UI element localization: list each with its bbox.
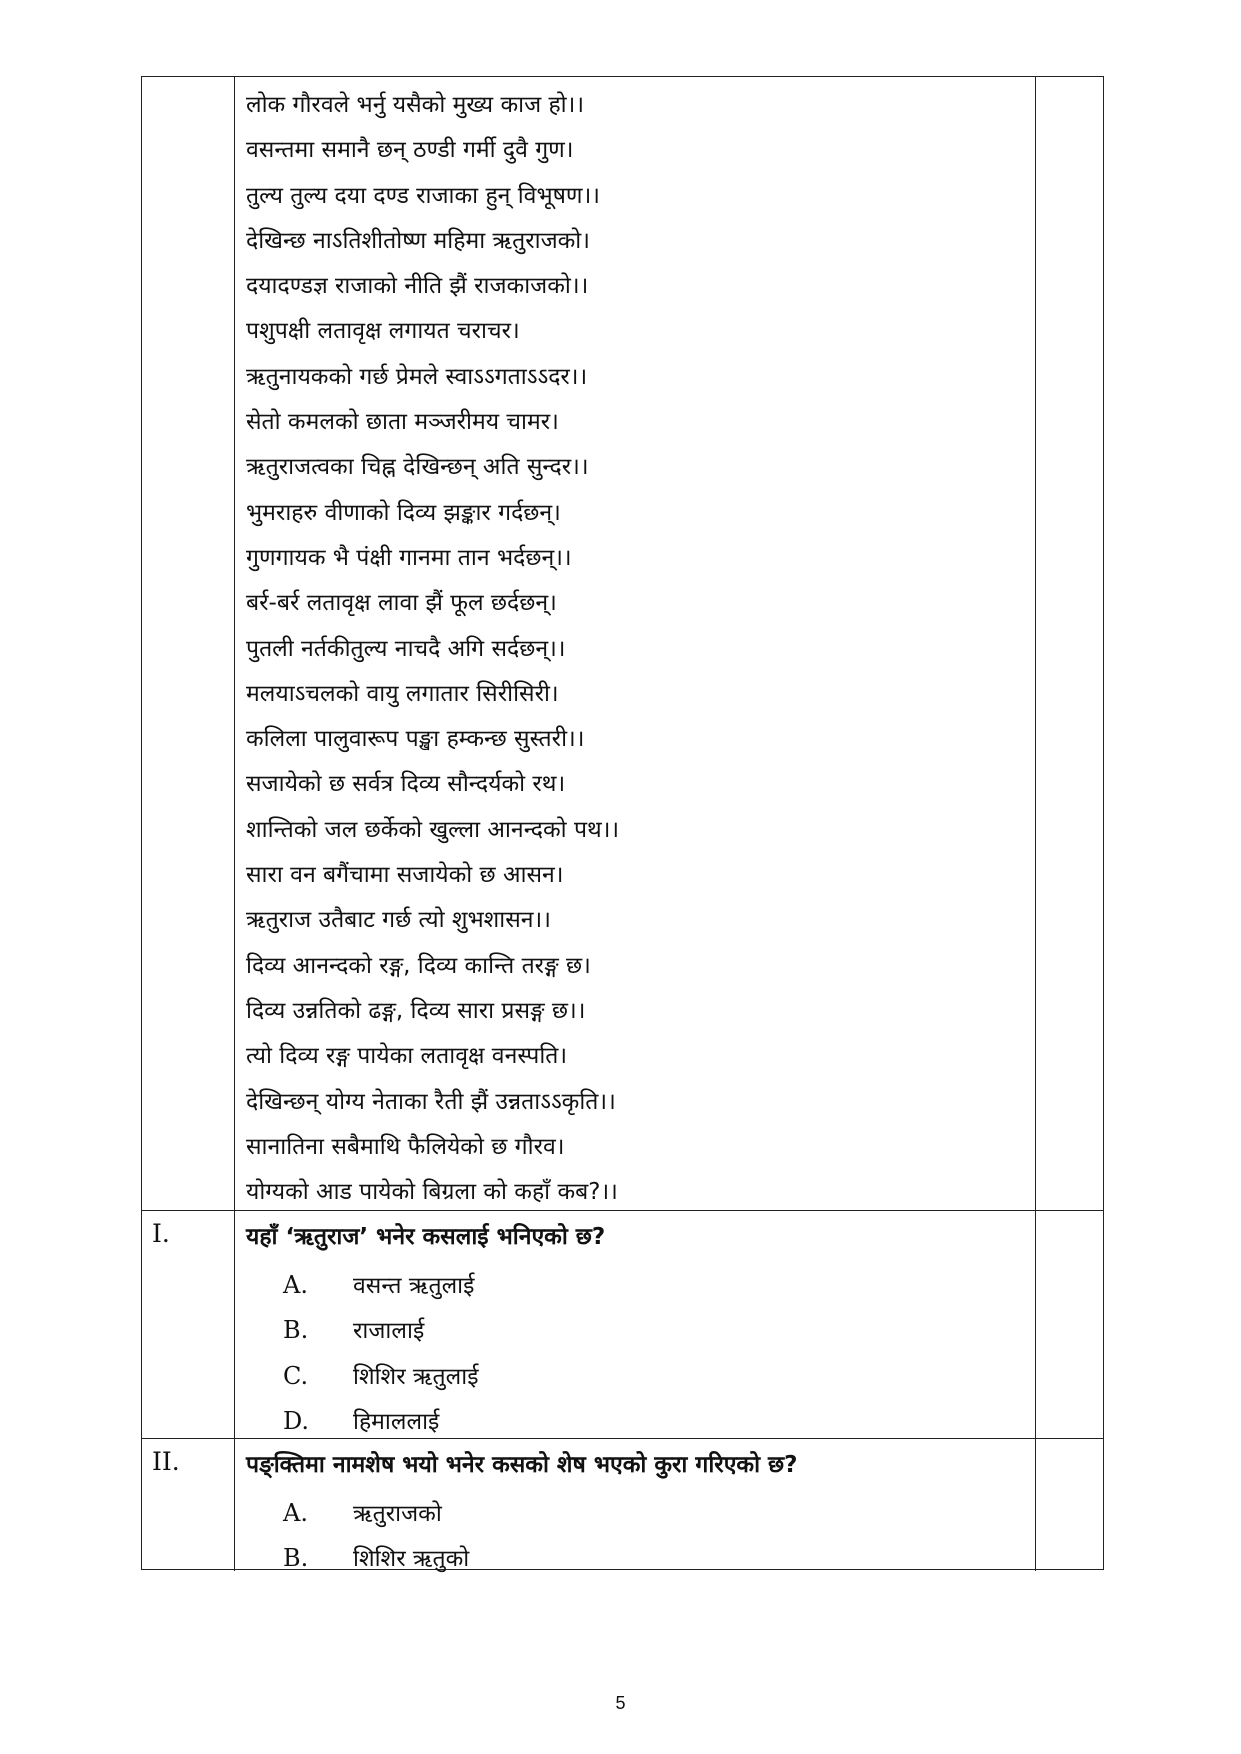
poem-line: दयादण्डज्ञ राजाको नीति झैं राजकाजको।। xyxy=(246,273,589,300)
poem-line: दिव्य आनन्दको रङ्ग, दिव्य कान्ति तरङ्ग छ। xyxy=(246,952,591,979)
column-divider xyxy=(1035,1439,1036,1571)
option-item[interactable] xyxy=(283,1263,479,1308)
poem-line: सानातिना सबैमाथि फैलियेको छ गौरव। xyxy=(246,1133,565,1160)
option-item[interactable] xyxy=(283,1536,469,1581)
poem-line: शान्तिको जल छर्केको खुल्ला आनन्दको पथ।। xyxy=(246,816,620,843)
option-text: राजालाई xyxy=(353,1318,425,1345)
poem-line: ऋतुराज उतैबाट गर्छ त्यो शुभशासन।। xyxy=(246,907,551,934)
option-letter: D. xyxy=(283,1406,310,1435)
column-divider xyxy=(234,1439,235,1571)
option-list xyxy=(283,1263,479,1444)
poem-line: सारा वन बगैंचामा सजायेको छ आसन। xyxy=(246,862,564,889)
poem-line: भुमराहरु वीणाको दिव्य झङ्कार गर्दछन्। xyxy=(246,499,561,526)
question-number: II. xyxy=(152,1447,180,1476)
poem-row xyxy=(142,77,1103,1210)
question-table xyxy=(141,76,1104,1573)
poem-line: ऋतुनायकको गर्छ प्रेमले स्वाऽऽगताऽऽदर।। xyxy=(246,363,588,390)
poem-line: बर्र-बर्र लतावृक्ष लावा झैं फूल छर्दछन्। xyxy=(246,590,557,617)
column-divider xyxy=(1035,77,1036,1210)
option-text: हिमाललाई xyxy=(353,1408,440,1435)
poem-line: गुणगायक भै पंक्षी गानमा तान भर्दछन्।। xyxy=(246,544,572,571)
poem-line: मलयाऽचलको वायु लगातार सिरीसिरी। xyxy=(246,680,559,707)
poem-line: ऋतुराजत्वका चिह्न देखिन्छन् अति सुन्दर।। xyxy=(246,454,589,481)
poem-line: सजायेको छ सर्वत्र दिव्य सौन्दर्यको रथ। xyxy=(246,771,566,798)
option-letter: A. xyxy=(283,1271,308,1299)
poem-line: लोक गौरवले भर्नु यसैको मुख्य काज हो।। xyxy=(246,92,585,118)
poem-line: पुतली नर्तकीतुल्य नाचदै अगि सर्दछन्।। xyxy=(246,635,566,662)
option-text: ऋतुराजको xyxy=(353,1501,442,1527)
option-item[interactable] xyxy=(283,1491,469,1536)
poem-line: दिव्य उन्नतिको ढङ्ग, दिव्य सारा प्रसङ्ग छ।। xyxy=(246,997,586,1024)
option-item[interactable] xyxy=(283,1354,479,1399)
question-text: यहाँ ‘ऋतुराज’ भनेर कसलाई भनिएको छ? xyxy=(246,1224,606,1250)
column-divider xyxy=(1035,1211,1036,1438)
column-divider xyxy=(234,77,235,1210)
column-divider xyxy=(234,1211,235,1438)
poem-line: त्यो दिव्य रङ्ग पायेका लतावृक्ष वनस्पति। xyxy=(246,1043,568,1070)
option-letter: B. xyxy=(283,1316,309,1345)
question-row xyxy=(142,1438,1103,1571)
option-item[interactable] xyxy=(283,1308,479,1353)
poem-line: पशुपक्षी लतावृक्ष लगायत चराचर। xyxy=(246,318,520,345)
option-letter: A. xyxy=(283,1499,308,1527)
option-list xyxy=(283,1491,469,1582)
option-letter: C. xyxy=(283,1361,309,1390)
poem-line: देखिन्छ नाऽतिशीतोष्ण महिमा ऋतुराजको। xyxy=(246,227,590,254)
poem-line: तुल्य तुल्य दया दण्ड राजाका हुन् विभूषण।। xyxy=(246,182,600,209)
option-letter: B. xyxy=(283,1544,309,1573)
option-text: वसन्त ऋतुलाई xyxy=(353,1273,475,1299)
question-number: I. xyxy=(152,1219,170,1248)
question-row xyxy=(142,1210,1103,1438)
option-text: शिशिर ऋतुलाई xyxy=(353,1363,479,1390)
poem-line: सेतो कमलको छाता मञ्जरीमय चामर। xyxy=(246,409,559,436)
poem-text xyxy=(246,83,1026,1215)
poem-line: योग्यको आड पायेको बिग्रला को कहाँ कब?।। xyxy=(246,1179,618,1206)
option-text: शिशिर ऋतुको xyxy=(353,1546,470,1573)
question-text: पङ्क्तिमा नामशेष भयो भनेर कसको शेष भएको कुरा गरिएको छ? xyxy=(246,1452,798,1478)
poem-line: कलिला पालुवारूप पङ्खा हम्कन्छ सुस्तरी।। xyxy=(246,726,585,753)
page-number: 5 xyxy=(615,1693,626,1713)
poem-line: देखिन्छन् योग्य नेताका रैती झैं उन्नताऽऽकृति।। xyxy=(246,1088,616,1115)
poem-line: वसन्तमा समानै छन् ठण्डी गर्मी दुवै गुण। xyxy=(246,137,574,164)
